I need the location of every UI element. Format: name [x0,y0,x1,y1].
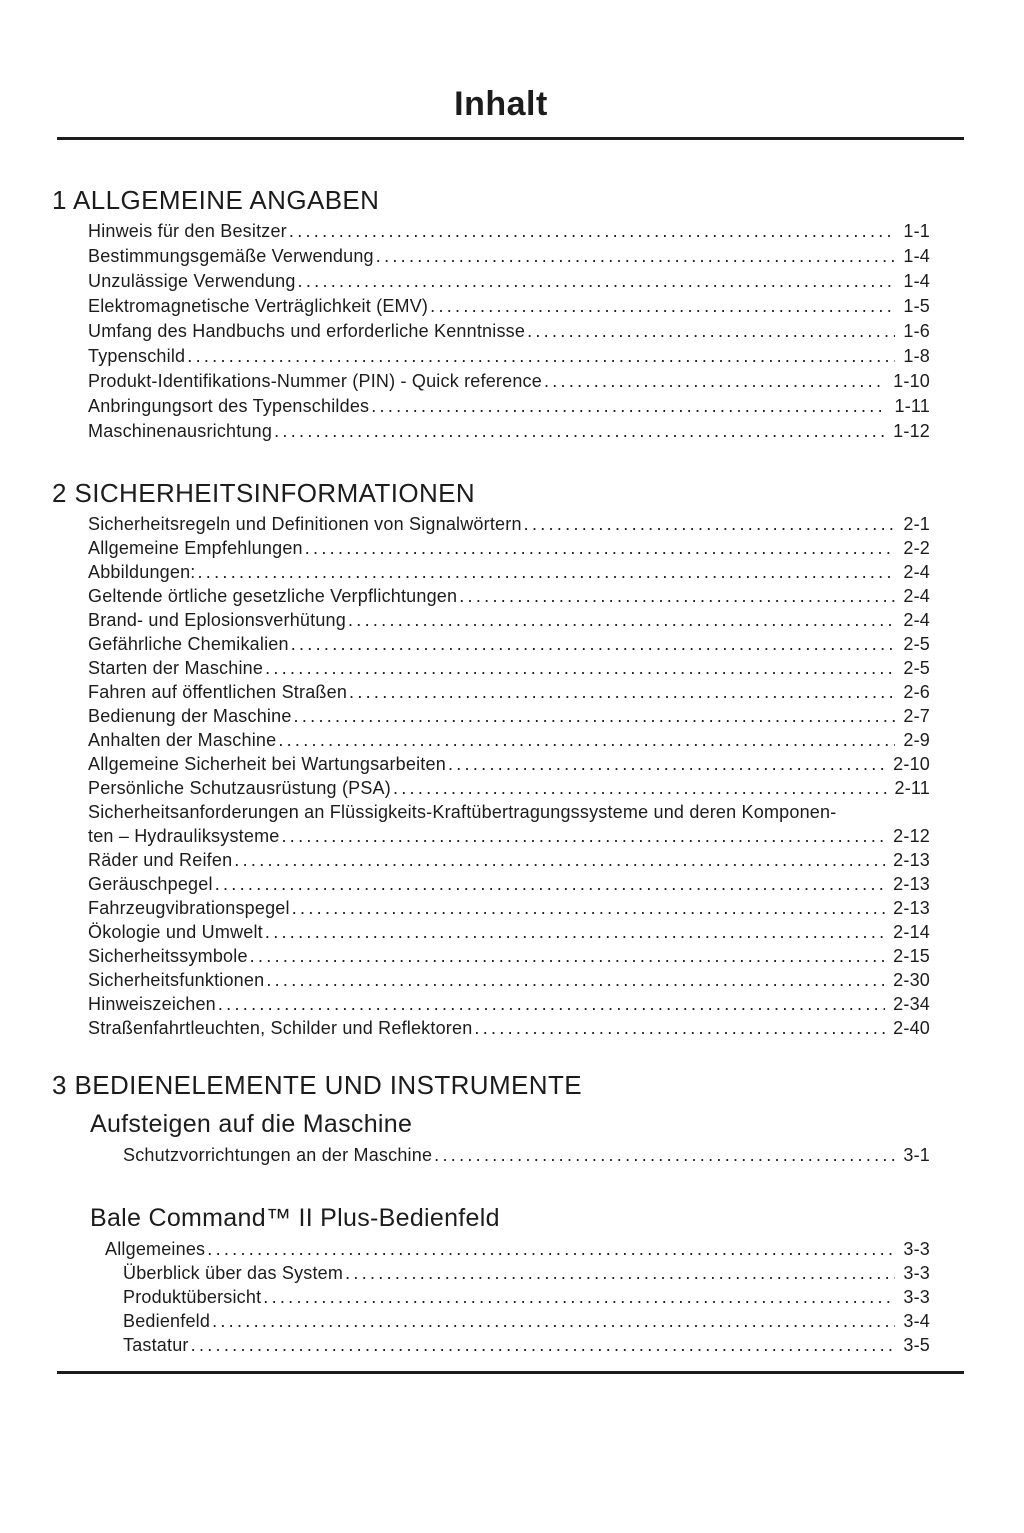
page-number: 2-13 [893,898,930,918]
dot-leader [459,584,895,608]
dot-leader [191,1333,896,1357]
dot-leader [218,992,885,1016]
dot-leader [544,369,885,394]
page-number: 1-4 [903,246,930,266]
entry-label: Hinweis für den Besitzer [88,221,287,241]
dot-leader [448,752,885,776]
dot-leader [474,1016,885,1040]
toc-entry [52,394,930,419]
toc-entry [52,680,930,704]
entry-label: Typenschild [88,346,186,366]
entry-label: Schutzvorrichtungen an der Maschine [123,1145,433,1165]
toc-entry [52,848,930,872]
toc-entry [52,704,930,728]
entry-label: Brand- und Eplosionsverhütung [88,610,346,630]
toc-page [0,86,1024,1374]
dot-leader [434,1143,895,1167]
entry-label: Fahren auf öffentlichen Straßen [88,682,348,702]
toc-entry [52,1237,930,1261]
dot-leader [371,394,886,419]
toc-section [52,1070,930,1357]
dot-leader [250,944,886,968]
toc [52,185,930,1357]
dot-leader [234,848,885,872]
entry-label: Anbringungsort des Typenschildes [88,396,370,416]
toc-entry [52,219,930,244]
dot-leader [207,1237,895,1261]
dot-leader [215,872,885,896]
toc-entry [52,244,930,269]
toc-entry [52,512,930,536]
subsection-title: Bale Command™ II Plus-Bedienfeld [90,1204,500,1232]
page-number: 3-3 [903,1239,930,1259]
toc-entry [52,419,930,444]
entry-label: Fahrzeugvibrationspegel [88,898,290,918]
entry-label: Abbildungen: [88,562,196,582]
dot-leader [289,219,895,244]
dot-leader [305,536,896,560]
entry-label: Umfang des Handbuchs und erforderliche Kenntnisse [88,321,526,341]
dot-leader [198,560,896,584]
entry-label: Anhalten der Maschine [88,730,277,750]
toc-entry [52,344,930,369]
entry-label: Elektromagnetische Verträglichkeit (EMV) [88,296,429,316]
dot-leader [187,344,895,369]
toc-entry [52,728,930,752]
dot-leader [274,419,885,444]
page-number: 2-15 [893,946,930,966]
entry-label: Starten der Maschine [88,658,264,678]
entry-label: Bedienfeld [123,1311,211,1331]
toc-entry [52,369,930,394]
toc-entry [52,824,930,848]
entry-label: Allgemeine Empfehlungen [88,538,303,558]
entry-label: Straßenfahrtleuchten, Schilder und Reflektoren [88,1018,473,1038]
page-number: 2-5 [903,658,930,678]
entry-label: Allgemeines [105,1239,206,1259]
page-number: 2-1 [903,514,930,534]
subsection-title: Aufsteigen auf die Maschine [90,1110,413,1138]
page-number: 2-12 [893,826,930,846]
page-number: 2-5 [903,634,930,654]
page-number: 3-3 [903,1287,930,1307]
page-number: 2-2 [903,538,930,558]
dot-leader [524,512,896,536]
dot-leader [298,269,896,294]
dot-leader [278,728,895,752]
page-number: 2-10 [893,754,930,774]
section-heading: 2 SICHERHEITSINFORMATIONEN [52,478,476,508]
dot-leader [430,294,895,319]
page-number: 1-4 [903,271,930,291]
page-number: 2-4 [903,562,930,582]
toc-entry [52,536,930,560]
toc-section [52,478,930,1040]
toc-entry [52,944,930,968]
toc-section [52,185,930,444]
toc-entry [52,608,930,632]
toc-entry-wrap-line: Sicherheitsanforderungen an Flüssigkeits-Kraftübertragungssysteme und deren Komponen- [88,802,837,822]
page-number: 2-30 [893,970,930,990]
entry-label: Überblick über das System [123,1263,344,1283]
toc-entry [52,584,930,608]
page-number: 2-11 [894,778,930,798]
page-number: 2-6 [903,682,930,702]
toc-entry [52,656,930,680]
page-number: 2-4 [903,586,930,606]
section-heading: 1 ALLGEMEINE ANGABEN [52,185,380,215]
toc-entry [52,269,930,294]
dot-leader [349,680,895,704]
toc-entry [52,1143,930,1167]
page-number: 2-40 [893,1018,930,1038]
dot-leader [393,776,887,800]
entry-label: Geräuschpegel [88,874,213,894]
entry-label: Tastatur [123,1335,189,1355]
dot-leader [292,896,885,920]
toc-entry [52,319,930,344]
toc-entry [52,896,930,920]
entry-label: Unzulässige Verwendung [88,271,296,291]
entry-label: Bestimmungsgemäße Verwendung [88,246,374,266]
entry-label: Produkt-Identifikations-Nummer (PIN) - Quick reference [88,371,542,391]
entry-label: Maschinenausrichtung [88,421,273,441]
page-number: 2-9 [903,730,930,750]
toc-entry [52,1333,930,1357]
toc-entry [52,752,930,776]
entry-label: Sicherheitssymbole [88,946,248,966]
toc-entry [52,1285,930,1309]
entry-label: Ökologie und Umwelt [88,922,263,942]
page-number: 3-1 [903,1145,930,1165]
dot-leader [345,1261,895,1285]
page-title: Inhalt [454,85,548,123]
dot-leader [376,244,896,269]
toc-entry [52,560,930,584]
divider-bottom [57,1371,964,1374]
page-number: 1-10 [893,371,930,391]
dot-leader [212,1309,895,1333]
page-number: 1-11 [894,396,930,416]
entry-label: Sicherheitsfunktionen [88,970,265,990]
dot-leader [263,1285,895,1309]
dot-leader [266,968,885,992]
page-number: 2-7 [903,706,930,726]
toc-entry [52,872,930,896]
toc-entry [52,294,930,319]
section-heading: 3 BEDIENELEMENTE UND INSTRUMENTE [52,1070,582,1100]
toc-entry [52,992,930,1016]
dot-leader [348,608,895,632]
page-number: 3-3 [903,1263,930,1283]
page-number: 3-4 [903,1311,930,1331]
entry-label: Produktübersicht [123,1287,262,1307]
toc-entry [52,632,930,656]
page-number: 2-13 [893,850,930,870]
entry-label: Hinweiszeichen [88,994,216,1014]
entry-label: Sicherheitsregeln und Definitionen von Signalwörtern [88,514,522,534]
page-number: 1-12 [893,421,930,441]
entry-label: Gefährliche Chemikalien [88,634,289,654]
dot-leader [291,632,896,656]
dot-leader [265,656,895,680]
entry-label: Allgemeine Sicherheit bei Wartungsarbeiten [88,754,446,774]
dot-leader [527,319,895,344]
toc-entry [52,1309,930,1333]
page-number: 1-6 [903,321,930,341]
toc-entry [52,920,930,944]
entry-label: Bedienung der Maschine [88,706,292,726]
entry-label: Räder und Reifen [88,850,233,870]
dot-leader [265,920,885,944]
entry-label: Geltende örtliche gesetzliche Verpflichtungen [88,586,458,606]
dot-leader [281,824,885,848]
toc-entry [52,1261,930,1285]
toc-entry [52,776,930,800]
dot-leader [294,704,896,728]
page-number: 1-5 [903,296,930,316]
entry-label: Persönliche Schutzausrüstung (PSA) [88,778,391,798]
page-number: 2-34 [893,994,930,1014]
toc-entry [52,968,930,992]
divider-top [57,137,964,140]
toc-entry [52,1016,930,1040]
page-number: 2-13 [893,874,930,894]
page-number: 1-8 [903,346,930,366]
page-number: 3-5 [903,1335,930,1355]
page-number: 1-1 [903,221,930,241]
entry-label: ten – Hydrauliksysteme [88,826,280,846]
page-number: 2-14 [893,922,930,942]
page-number: 2-4 [903,610,930,630]
